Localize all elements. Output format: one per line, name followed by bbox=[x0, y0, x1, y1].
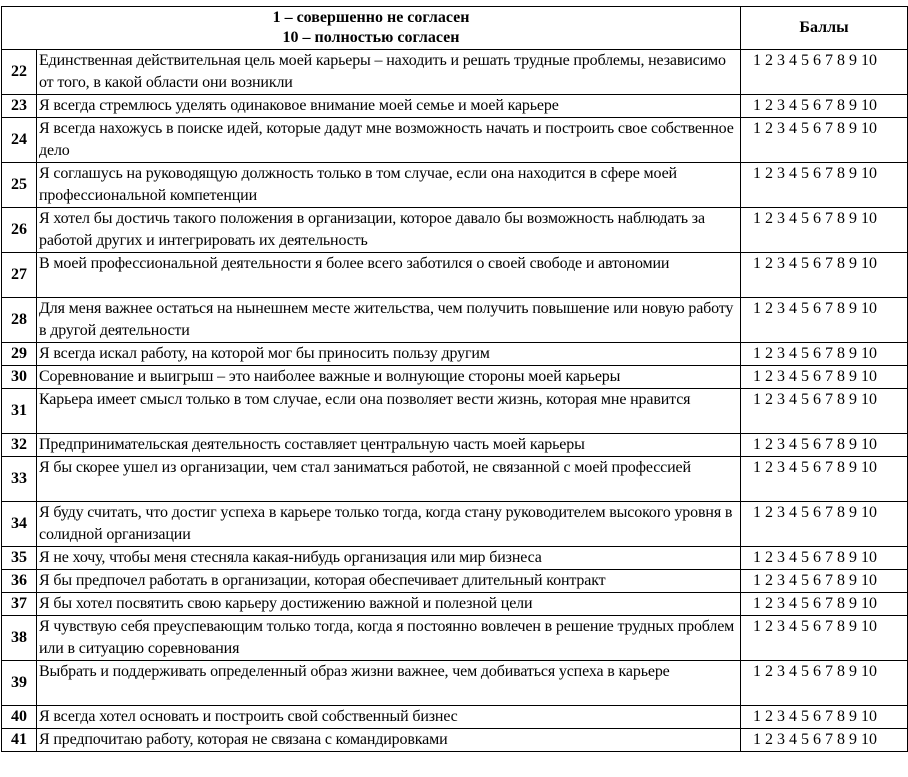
score-option[interactable]: 7 bbox=[825, 300, 834, 317]
score-option[interactable]: 8 bbox=[837, 210, 846, 227]
question-number: 41 bbox=[2, 729, 37, 752]
score-option[interactable]: 7 bbox=[825, 120, 834, 137]
score-option[interactable]: 6 bbox=[813, 255, 822, 272]
scale-legend-min: 1 – совершенно не согласен bbox=[272, 9, 470, 26]
question-text: Я всегда стремлюсь уделять одинаковое внимание моей семье и моей карьере bbox=[37, 95, 741, 118]
question-text: Выбрать и поддерживать определенный образ жизни важнее, чем добиваться успеха в карьере bbox=[37, 661, 741, 706]
score-option[interactable]: 7 bbox=[825, 391, 834, 408]
score-options bbox=[741, 593, 908, 616]
score-option[interactable]: 4 bbox=[789, 504, 798, 521]
score-option[interactable]: 6 bbox=[813, 504, 822, 521]
score-option[interactable]: 5 bbox=[801, 731, 810, 748]
score-option[interactable]: 3 bbox=[777, 459, 786, 476]
question-number: 39 bbox=[2, 661, 37, 706]
score-option[interactable]: 1 bbox=[753, 436, 762, 453]
score-option[interactable]: 6 bbox=[813, 165, 822, 182]
score-option[interactable]: 7 bbox=[825, 504, 834, 521]
score-option[interactable]: 10 bbox=[861, 391, 878, 408]
score-option[interactable]: 4 bbox=[789, 345, 798, 362]
score-option[interactable]: 8 bbox=[837, 708, 846, 725]
score-option[interactable]: 6 bbox=[813, 595, 822, 612]
score-option[interactable]: 3 bbox=[777, 436, 786, 453]
score-option[interactable]: 2 bbox=[765, 731, 774, 748]
score-option[interactable]: 1 bbox=[753, 210, 762, 227]
score-options bbox=[741, 118, 908, 163]
score-option[interactable]: 7 bbox=[825, 255, 834, 272]
score-option[interactable]: 4 bbox=[789, 300, 798, 317]
question-row bbox=[2, 298, 908, 343]
score-options bbox=[741, 343, 908, 366]
score-option[interactable]: 8 bbox=[837, 120, 846, 137]
question-row bbox=[2, 661, 908, 706]
score-option[interactable]: 1 bbox=[753, 504, 762, 521]
score-option[interactable]: 1 bbox=[753, 572, 762, 589]
score-option[interactable]: 8 bbox=[837, 52, 846, 69]
score-option[interactable]: 9 bbox=[849, 120, 858, 137]
score-option[interactable]: 1 bbox=[753, 595, 762, 612]
score-option[interactable]: 6 bbox=[813, 436, 822, 453]
score-option[interactable]: 3 bbox=[777, 300, 786, 317]
score-option[interactable]: 1 bbox=[753, 368, 762, 385]
question-number: 38 bbox=[2, 616, 37, 661]
score-option[interactable]: 10 bbox=[861, 504, 878, 521]
question-text: Предпринимательская деятельность составляет центральную часть моей карьеры bbox=[37, 434, 741, 457]
score-option[interactable]: 6 bbox=[813, 459, 822, 476]
score-option[interactable]: 10 bbox=[861, 52, 878, 69]
score-option[interactable]: 3 bbox=[777, 97, 786, 114]
score-option[interactable]: 8 bbox=[837, 165, 846, 182]
question-number: 40 bbox=[2, 706, 37, 729]
score-option[interactable]: 2 bbox=[765, 300, 774, 317]
score-option[interactable]: 2 bbox=[765, 52, 774, 69]
score-option[interactable]: 9 bbox=[849, 255, 858, 272]
question-number: 25 bbox=[2, 163, 37, 208]
score-option[interactable]: 3 bbox=[777, 572, 786, 589]
score-option[interactable]: 6 bbox=[813, 300, 822, 317]
score-option[interactable]: 1 bbox=[753, 300, 762, 317]
question-text: Я бы предпочел работать в организации, которая обеспечивает длительный контракт bbox=[37, 570, 741, 593]
score-option[interactable]: 8 bbox=[837, 595, 846, 612]
score-option[interactable]: 4 bbox=[789, 97, 798, 114]
score-option[interactable]: 5 bbox=[801, 210, 810, 227]
question-row bbox=[2, 616, 908, 661]
score-option[interactable]: 6 bbox=[813, 97, 822, 114]
score-option[interactable]: 10 bbox=[861, 572, 878, 589]
question-number: 23 bbox=[2, 95, 37, 118]
score-option[interactable]: 4 bbox=[789, 255, 798, 272]
score-option[interactable]: 4 bbox=[789, 368, 798, 385]
score-option[interactable]: 10 bbox=[861, 663, 878, 680]
score-option[interactable]: 7 bbox=[825, 97, 834, 114]
score-options bbox=[741, 434, 908, 457]
score-options bbox=[741, 366, 908, 389]
score-option[interactable]: 8 bbox=[837, 731, 846, 748]
score-option[interactable]: 7 bbox=[825, 618, 834, 635]
score-option[interactable]: 2 bbox=[765, 120, 774, 137]
score-option[interactable]: 4 bbox=[789, 210, 798, 227]
score-option[interactable]: 4 bbox=[789, 663, 798, 680]
score-options bbox=[741, 298, 908, 343]
score-option[interactable]: 9 bbox=[849, 663, 858, 680]
score-option[interactable]: 2 bbox=[765, 708, 774, 725]
question-row bbox=[2, 253, 908, 298]
question-text: Я бы хотел посвятить свою карьеру достижению важной и полезной цели bbox=[37, 593, 741, 616]
score-option[interactable]: 6 bbox=[813, 708, 822, 725]
score-option[interactable]: 7 bbox=[825, 436, 834, 453]
score-option[interactable]: 3 bbox=[777, 391, 786, 408]
score-option[interactable]: 1 bbox=[753, 391, 762, 408]
score-options bbox=[741, 729, 908, 752]
score-option[interactable]: 5 bbox=[801, 708, 810, 725]
score-option[interactable]: 10 bbox=[861, 595, 878, 612]
question-row bbox=[2, 457, 908, 502]
score-option[interactable]: 9 bbox=[849, 345, 858, 362]
score-option[interactable]: 10 bbox=[861, 368, 878, 385]
score-option[interactable]: 5 bbox=[801, 391, 810, 408]
score-option[interactable]: 5 bbox=[801, 165, 810, 182]
score-option[interactable]: 1 bbox=[753, 459, 762, 476]
score-option[interactable]: 3 bbox=[777, 368, 786, 385]
score-option[interactable]: 6 bbox=[813, 549, 822, 566]
score-option[interactable]: 4 bbox=[789, 549, 798, 566]
score-option[interactable]: 4 bbox=[789, 459, 798, 476]
score-option[interactable]: 2 bbox=[765, 436, 774, 453]
score-option[interactable]: 8 bbox=[837, 618, 846, 635]
score-options bbox=[741, 163, 908, 208]
score-option[interactable]: 9 bbox=[849, 618, 858, 635]
score-column-title: Баллы bbox=[741, 7, 908, 50]
score-options bbox=[741, 661, 908, 706]
score-option[interactable]: 3 bbox=[777, 708, 786, 725]
score-option[interactable]: 1 bbox=[753, 663, 762, 680]
score-options bbox=[741, 570, 908, 593]
question-text: Я соглашусь на руководящую должность только в том случае, если она находится в сфере моей профессиональной компетенции bbox=[37, 163, 741, 208]
score-options bbox=[741, 547, 908, 570]
question-number: 22 bbox=[2, 50, 37, 95]
question-number: 37 bbox=[2, 593, 37, 616]
score-option[interactable]: 6 bbox=[813, 731, 822, 748]
score-option[interactable]: 1 bbox=[753, 731, 762, 748]
score-option[interactable]: 6 bbox=[813, 663, 822, 680]
score-option[interactable]: 9 bbox=[849, 391, 858, 408]
score-option[interactable]: 7 bbox=[825, 368, 834, 385]
score-option[interactable]: 6 bbox=[813, 391, 822, 408]
score-option[interactable]: 2 bbox=[765, 255, 774, 272]
score-option[interactable]: 9 bbox=[849, 300, 858, 317]
score-option[interactable]: 9 bbox=[849, 210, 858, 227]
score-option[interactable]: 4 bbox=[789, 572, 798, 589]
score-option[interactable]: 1 bbox=[753, 97, 762, 114]
score-option[interactable]: 9 bbox=[849, 436, 858, 453]
score-option[interactable]: 10 bbox=[861, 618, 878, 635]
score-option[interactable]: 5 bbox=[801, 436, 810, 453]
question-number: 35 bbox=[2, 547, 37, 570]
score-option[interactable]: 5 bbox=[801, 300, 810, 317]
score-option[interactable]: 9 bbox=[849, 368, 858, 385]
score-option[interactable]: 10 bbox=[861, 210, 878, 227]
question-text: Я всегда хотел основать и построить свой собственный бизнес bbox=[37, 706, 741, 729]
score-option[interactable]: 4 bbox=[789, 618, 798, 635]
score-options bbox=[741, 616, 908, 661]
score-option[interactable]: 10 bbox=[861, 255, 878, 272]
score-option[interactable]: 10 bbox=[861, 97, 878, 114]
score-option[interactable]: 8 bbox=[837, 97, 846, 114]
score-options bbox=[741, 457, 908, 502]
score-option[interactable]: 9 bbox=[849, 165, 858, 182]
score-options bbox=[741, 389, 908, 434]
score-option[interactable]: 3 bbox=[777, 618, 786, 635]
score-option[interactable]: 10 bbox=[861, 459, 878, 476]
score-option[interactable]: 7 bbox=[825, 210, 834, 227]
score-option[interactable]: 3 bbox=[777, 595, 786, 612]
score-options bbox=[741, 706, 908, 729]
score-option[interactable]: 1 bbox=[753, 120, 762, 137]
question-number: 28 bbox=[2, 298, 37, 343]
question-number: 27 bbox=[2, 253, 37, 298]
score-option[interactable]: 7 bbox=[825, 708, 834, 725]
question-text: Я предпочитаю работу, которая не связана с командировками bbox=[37, 729, 741, 752]
score-option[interactable]: 5 bbox=[801, 663, 810, 680]
score-option[interactable]: 8 bbox=[837, 368, 846, 385]
score-option[interactable]: 7 bbox=[825, 663, 834, 680]
question-row bbox=[2, 343, 908, 366]
score-option[interactable]: 5 bbox=[801, 368, 810, 385]
score-option[interactable]: 9 bbox=[849, 97, 858, 114]
question-row bbox=[2, 208, 908, 253]
score-option[interactable]: 8 bbox=[837, 549, 846, 566]
question-row bbox=[2, 547, 908, 570]
score-option[interactable]: 4 bbox=[789, 391, 798, 408]
score-option[interactable]: 8 bbox=[837, 459, 846, 476]
score-option[interactable]: 5 bbox=[801, 52, 810, 69]
score-option[interactable]: 8 bbox=[837, 504, 846, 521]
question-text: Единственная действительная цель моей карьеры – находить и решать трудные проблемы, независимо от того, в какой области они возникли bbox=[37, 50, 741, 95]
score-option[interactable]: 6 bbox=[813, 368, 822, 385]
score-option[interactable]: 8 bbox=[837, 255, 846, 272]
score-option[interactable]: 2 bbox=[765, 572, 774, 589]
score-option[interactable]: 2 bbox=[765, 210, 774, 227]
score-option[interactable]: 1 bbox=[753, 345, 762, 362]
score-option[interactable]: 7 bbox=[825, 572, 834, 589]
score-option[interactable]: 5 bbox=[801, 572, 810, 589]
score-option[interactable]: 9 bbox=[849, 549, 858, 566]
score-option[interactable]: 2 bbox=[765, 618, 774, 635]
score-option[interactable]: 1 bbox=[753, 165, 762, 182]
score-option[interactable]: 4 bbox=[789, 120, 798, 137]
question-number: 24 bbox=[2, 118, 37, 163]
score-option[interactable]: 5 bbox=[801, 120, 810, 137]
score-option[interactable]: 3 bbox=[777, 165, 786, 182]
score-option[interactable]: 8 bbox=[837, 572, 846, 589]
question-row bbox=[2, 706, 908, 729]
score-options bbox=[741, 95, 908, 118]
score-option[interactable]: 8 bbox=[837, 663, 846, 680]
score-option[interactable]: 9 bbox=[849, 52, 858, 69]
score-option[interactable]: 10 bbox=[861, 120, 878, 137]
score-option[interactable]: 2 bbox=[765, 504, 774, 521]
score-option[interactable]: 8 bbox=[837, 391, 846, 408]
question-row bbox=[2, 570, 908, 593]
score-options bbox=[741, 208, 908, 253]
score-option[interactable]: 6 bbox=[813, 618, 822, 635]
question-text: Я буду считать, что достиг успеха в карьере только тогда, когда стану руководителем высокого уровня в солидной организации bbox=[37, 502, 741, 547]
score-option[interactable]: 6 bbox=[813, 572, 822, 589]
question-number: 32 bbox=[2, 434, 37, 457]
question-number: 26 bbox=[2, 208, 37, 253]
score-option[interactable]: 9 bbox=[849, 731, 858, 748]
question-row bbox=[2, 118, 908, 163]
score-option[interactable]: 10 bbox=[861, 165, 878, 182]
question-text: Я всегда искал работу, на которой мог бы приносить пользу другим bbox=[37, 343, 741, 366]
header-row bbox=[2, 7, 908, 50]
score-option[interactable]: 1 bbox=[753, 52, 762, 69]
score-option[interactable]: 4 bbox=[789, 595, 798, 612]
score-option[interactable]: 5 bbox=[801, 97, 810, 114]
question-text: Карьера имеет смысл только в том случае, если она позволяет вести жизнь, которая мне нравится bbox=[37, 389, 741, 434]
score-option[interactable]: 9 bbox=[849, 504, 858, 521]
question-row bbox=[2, 50, 908, 95]
score-option[interactable]: 7 bbox=[825, 731, 834, 748]
score-option[interactable]: 1 bbox=[753, 618, 762, 635]
score-option[interactable]: 5 bbox=[801, 459, 810, 476]
score-option[interactable]: 6 bbox=[813, 52, 822, 69]
question-row bbox=[2, 593, 908, 616]
score-option[interactable]: 2 bbox=[765, 391, 774, 408]
question-row bbox=[2, 95, 908, 118]
question-row bbox=[2, 502, 908, 547]
score-option[interactable]: 8 bbox=[837, 436, 846, 453]
score-option[interactable]: 4 bbox=[789, 708, 798, 725]
score-option[interactable]: 7 bbox=[825, 459, 834, 476]
score-option[interactable]: 10 bbox=[861, 436, 878, 453]
question-text: Я чувствую себя преуспевающим только тогда, когда я постоянно вовлечен в решение трудных проблем или в ситуацию соревнования bbox=[37, 616, 741, 661]
score-option[interactable]: 7 bbox=[825, 345, 834, 362]
score-option[interactable]: 10 bbox=[861, 731, 878, 748]
score-option[interactable]: 4 bbox=[789, 165, 798, 182]
score-options bbox=[741, 502, 908, 547]
score-option[interactable]: 10 bbox=[861, 345, 878, 362]
score-option[interactable]: 2 bbox=[765, 595, 774, 612]
question-text: Я хотел бы достичь такого положения в организации, которое давало бы возможность наблюдать за работой других и интегрировать их деятельность bbox=[37, 208, 741, 253]
score-option[interactable]: 7 bbox=[825, 549, 834, 566]
score-option[interactable]: 5 bbox=[801, 255, 810, 272]
score-option[interactable]: 2 bbox=[765, 97, 774, 114]
score-option[interactable]: 3 bbox=[777, 663, 786, 680]
score-option[interactable]: 10 bbox=[861, 549, 878, 566]
survey-table bbox=[1, 6, 908, 752]
score-option[interactable]: 3 bbox=[777, 345, 786, 362]
score-options bbox=[741, 50, 908, 95]
question-row bbox=[2, 163, 908, 208]
question-row bbox=[2, 389, 908, 434]
score-option[interactable]: 6 bbox=[813, 345, 822, 362]
question-number: 30 bbox=[2, 366, 37, 389]
question-number: 29 bbox=[2, 343, 37, 366]
score-option[interactable]: 7 bbox=[825, 595, 834, 612]
score-option[interactable]: 2 bbox=[765, 368, 774, 385]
score-option[interactable]: 4 bbox=[789, 731, 798, 748]
question-text: Соревнование и выигрыш – это наиболее важные и волнующие стороны моей карьеры bbox=[37, 366, 741, 389]
score-option[interactable]: 6 bbox=[813, 210, 822, 227]
score-option[interactable]: 3 bbox=[777, 210, 786, 227]
score-option[interactable]: 5 bbox=[801, 595, 810, 612]
score-option[interactable]: 9 bbox=[849, 708, 858, 725]
score-option[interactable]: 10 bbox=[861, 300, 878, 317]
question-text: Я бы скорее ушел из организации, чем стал заниматься работой, не связанной с моей профессией bbox=[37, 457, 741, 502]
score-option[interactable]: 8 bbox=[837, 300, 846, 317]
question-text: В моей профессиональной деятельности я более всего заботился о своей свободе и автономии bbox=[37, 253, 741, 298]
scale-legend bbox=[2, 7, 741, 50]
score-option[interactable]: 1 bbox=[753, 549, 762, 566]
score-option[interactable]: 8 bbox=[837, 345, 846, 362]
score-option[interactable]: 10 bbox=[861, 708, 878, 725]
question-number: 31 bbox=[2, 389, 37, 434]
question-number: 36 bbox=[2, 570, 37, 593]
score-option[interactable]: 5 bbox=[801, 618, 810, 635]
score-option[interactable]: 3 bbox=[777, 120, 786, 137]
question-number: 33 bbox=[2, 457, 37, 502]
score-option[interactable]: 3 bbox=[777, 504, 786, 521]
score-option[interactable]: 3 bbox=[777, 731, 786, 748]
question-row bbox=[2, 366, 908, 389]
scale-legend-max: 10 – полностью согласен bbox=[282, 29, 460, 46]
score-option[interactable]: 5 bbox=[801, 549, 810, 566]
score-option[interactable]: 4 bbox=[789, 52, 798, 69]
score-option[interactable]: 6 bbox=[813, 120, 822, 137]
question-number: 34 bbox=[2, 502, 37, 547]
score-option[interactable]: 3 bbox=[777, 52, 786, 69]
score-option[interactable]: 1 bbox=[753, 708, 762, 725]
question-text: Для меня важнее остаться на нынешнем месте жительства, чем получить повышение или новую работу в другой деятельности bbox=[37, 298, 741, 343]
score-option[interactable]: 2 bbox=[765, 345, 774, 362]
score-option[interactable]: 7 bbox=[825, 165, 834, 182]
score-option[interactable]: 9 bbox=[849, 459, 858, 476]
score-option[interactable]: 5 bbox=[801, 345, 810, 362]
question-list bbox=[2, 50, 908, 752]
score-option[interactable]: 3 bbox=[777, 549, 786, 566]
score-option[interactable]: 2 bbox=[765, 663, 774, 680]
score-options bbox=[741, 253, 908, 298]
score-option[interactable]: 7 bbox=[825, 52, 834, 69]
score-option[interactable]: 2 bbox=[765, 459, 774, 476]
score-option[interactable]: 2 bbox=[765, 549, 774, 566]
question-row bbox=[2, 434, 908, 457]
question-row bbox=[2, 729, 908, 752]
score-option[interactable]: 9 bbox=[849, 595, 858, 612]
score-option[interactable]: 9 bbox=[849, 572, 858, 589]
question-text: Я всегда нахожусь в поиске идей, которые дадут мне возможность начать и построить свое собственное дело bbox=[37, 118, 741, 163]
score-option[interactable]: 2 bbox=[765, 165, 774, 182]
question-text: Я не хочу, чтобы меня стесняла какая-нибудь организация или мир бизнеса bbox=[37, 547, 741, 570]
score-option[interactable]: 5 bbox=[801, 504, 810, 521]
score-option[interactable]: 1 bbox=[753, 255, 762, 272]
score-option[interactable]: 3 bbox=[777, 255, 786, 272]
score-option[interactable]: 4 bbox=[789, 436, 798, 453]
